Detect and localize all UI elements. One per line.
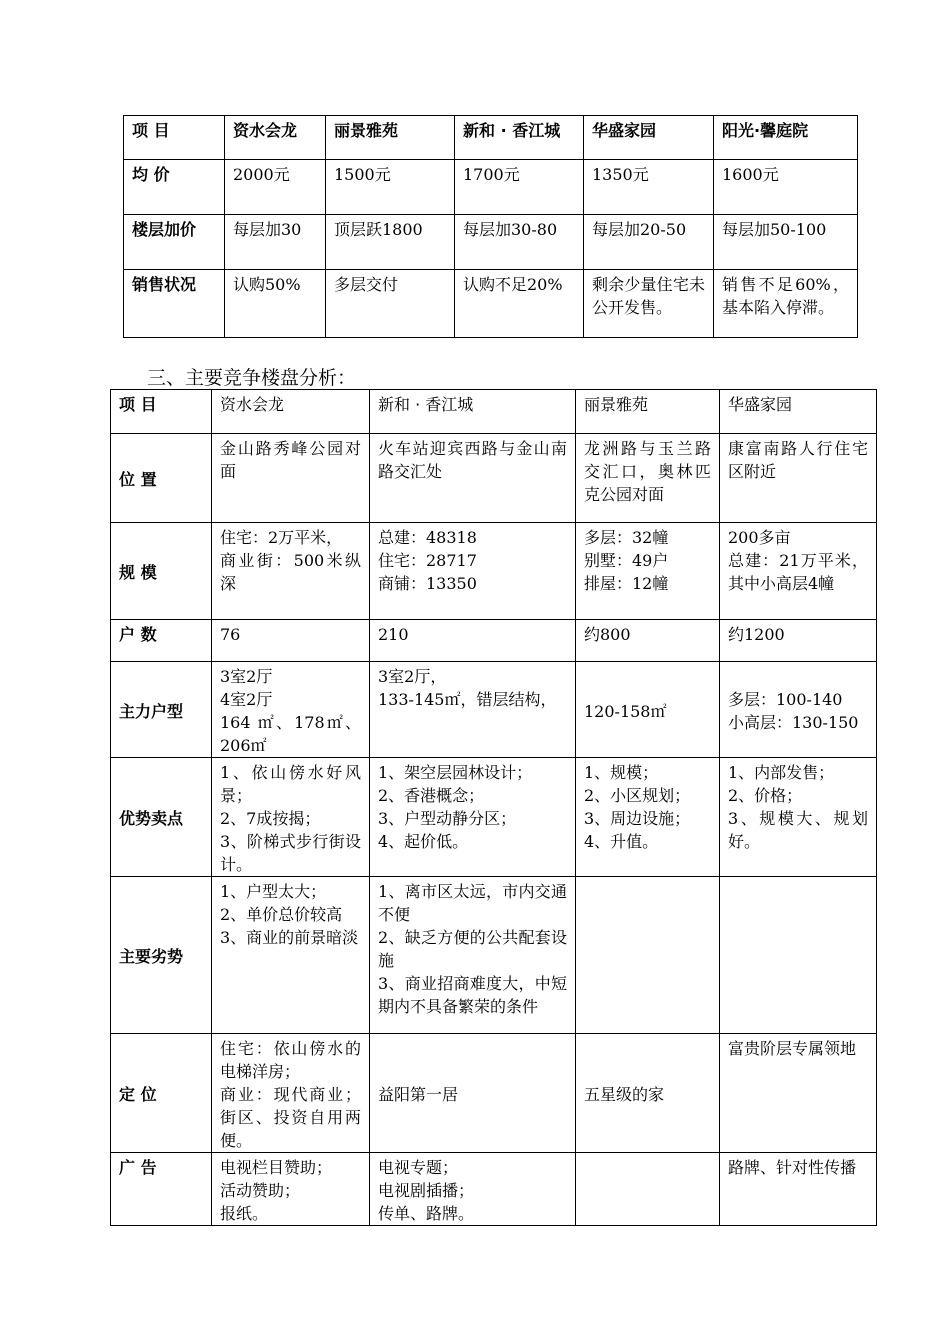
section-heading: 三、主要竞争楼盘分析： xyxy=(147,367,357,389)
table-row xyxy=(111,620,877,662)
cell-line: 1、架空层园林设计； xyxy=(378,763,533,782)
table-cell: 顶层跃1800 xyxy=(326,215,455,270)
cell-line: 2、7成按揭； xyxy=(220,809,321,828)
header-cell: 丽景雅苑 xyxy=(326,116,455,160)
table-cell: 1700元 xyxy=(455,160,584,215)
row-label: 户 数 xyxy=(111,620,212,662)
table-cell: 2000元 xyxy=(225,160,326,215)
cell-line: 1、规模； xyxy=(584,763,659,782)
table-cell xyxy=(720,758,877,877)
table-cell: 剩余少量住宅未公开发售。 xyxy=(584,270,714,338)
cell-line: 4、升值。 xyxy=(584,832,659,851)
cell-line: 1、依山傍水好风景； xyxy=(220,763,361,805)
row-label: 楼层加价 xyxy=(124,215,225,270)
table-cell xyxy=(212,758,370,877)
cell-line: 2、单价总价较高 xyxy=(220,905,343,924)
table-cell xyxy=(576,877,720,1034)
cell-line: 2、价格； xyxy=(728,786,803,805)
competitor-analysis-table xyxy=(110,389,877,1226)
header-cell: 华盛家园 xyxy=(720,390,877,434)
table-cell xyxy=(720,662,877,758)
table-cell xyxy=(576,523,720,620)
cell-line: 商业：现代商业；街区、投资自用两便。 xyxy=(220,1085,361,1150)
table-cell xyxy=(720,1153,877,1226)
table-row xyxy=(111,877,877,1034)
cell-line: 3、商业招商难度大，中短期内不具备繁荣的条件 xyxy=(378,974,567,1016)
header-cell: 资水会龙 xyxy=(212,390,370,434)
cell-line: 1、户型太大； xyxy=(220,882,327,901)
cell-line: 住宅：依山傍水的电梯洋房； xyxy=(220,1039,361,1081)
row-label: 主要劣势 xyxy=(111,877,212,1034)
header-cell: 阳光·馨庭院 xyxy=(714,116,858,160)
row-label: 主力户型 xyxy=(111,662,212,758)
table-row xyxy=(124,215,858,270)
table-cell xyxy=(212,523,370,620)
table-row xyxy=(111,1034,877,1153)
cell-line: 3室2厅， xyxy=(378,667,447,686)
header-cell: 新和 · 香江城 xyxy=(455,116,584,160)
table-cell xyxy=(720,523,877,620)
cell-line: 金山路秀峰公园对面 xyxy=(220,439,361,481)
row-label: 定 位 xyxy=(111,1034,212,1153)
header-cell: 资水会龙 xyxy=(225,116,326,160)
cell-line: 2、香港概念； xyxy=(378,786,485,805)
table-cell xyxy=(720,1034,877,1153)
cell-line: 1、内部发售； xyxy=(728,763,835,782)
table-cell xyxy=(720,877,877,1034)
cell-line: 4、起价低。 xyxy=(378,832,469,851)
cell-line: 约1200 xyxy=(728,625,785,644)
competitor-table-body xyxy=(111,390,877,1226)
cell-line: 2、小区规划； xyxy=(584,786,691,805)
row-label: 位 置 xyxy=(111,434,212,523)
table-cell xyxy=(370,877,576,1034)
cell-line: 4室2厅 xyxy=(220,690,273,709)
cell-line: 3、商业的前景暗淡 xyxy=(220,928,359,947)
price-comparison-table xyxy=(123,115,858,338)
table-row xyxy=(111,434,877,523)
cell-line: 210 xyxy=(378,625,409,644)
table-cell: 1500元 xyxy=(326,160,455,215)
table-cell: 每层加50-100 xyxy=(714,215,858,270)
cell-line: 电视剧插播； xyxy=(378,1181,475,1200)
table-cell: 多层交付 xyxy=(326,270,455,338)
table-cell xyxy=(370,758,576,877)
table-cell: 1600元 xyxy=(714,160,858,215)
table-cell xyxy=(212,620,370,662)
table-cell: 每层加30-80 xyxy=(455,215,584,270)
row-label: 优势卖点 xyxy=(111,758,212,877)
table-cell xyxy=(576,1034,720,1153)
cell-line: 1、离市区太远，市内交通不便 xyxy=(378,882,567,924)
cell-line: 住宅：28717 xyxy=(378,551,477,570)
cell-line: 3、周边设施； xyxy=(584,809,691,828)
cell-line: 电视栏目赞助； xyxy=(220,1158,333,1177)
table-row xyxy=(124,270,858,338)
cell-line: 约800 xyxy=(584,625,631,644)
table-row xyxy=(111,662,877,758)
table-cell xyxy=(370,434,576,523)
header-cell: 丽景雅苑 xyxy=(576,390,720,434)
table-cell xyxy=(576,758,720,877)
cell-line: 商业街：500米纵深 xyxy=(220,551,361,593)
row-label: 销售状况 xyxy=(124,270,225,338)
cell-line: 路牌、针对性传播 xyxy=(728,1158,857,1177)
table-cell xyxy=(212,662,370,758)
table-cell: 认购50% xyxy=(225,270,326,338)
row-label: 规 模 xyxy=(111,523,212,620)
cell-line: 排屋：12幢 xyxy=(584,574,669,593)
header-cell: 项 目 xyxy=(111,390,212,434)
cell-line: 商铺：13350 xyxy=(378,574,477,593)
table-cell xyxy=(212,1153,370,1226)
cell-line: 电视专题； xyxy=(378,1158,459,1177)
table-cell xyxy=(212,877,370,1034)
header-cell: 华盛家园 xyxy=(584,116,714,160)
table-row xyxy=(111,758,877,877)
cell-line: 164 ㎡、178㎡、206㎡ xyxy=(220,713,361,755)
table-cell xyxy=(370,523,576,620)
table-cell xyxy=(370,620,576,662)
table-row xyxy=(111,1153,877,1226)
cell-line: 3、规模大、规划好。 xyxy=(728,809,868,851)
table-cell xyxy=(370,1153,576,1226)
cell-line: 活动赞助； xyxy=(220,1181,301,1200)
cell-line: 五星级的家 xyxy=(584,1085,665,1104)
cell-line: 别墅：49户 xyxy=(584,551,669,570)
table-cell xyxy=(720,434,877,523)
table-row xyxy=(124,160,858,215)
cell-line: 2、缺乏方便的公共配套设施 xyxy=(378,928,567,970)
cell-line: 133-145㎡，错层结构， xyxy=(378,690,557,709)
cell-line: 小高层：130-150 xyxy=(728,713,859,732)
header-cell: 新和 · 香江城 xyxy=(370,390,576,434)
cell-line: 3室2厅 xyxy=(220,667,273,686)
cell-line: 总建：48318 xyxy=(378,528,477,547)
table-cell xyxy=(370,662,576,758)
table-cell xyxy=(576,434,720,523)
cell-line: 多层：100-140 xyxy=(728,690,843,709)
cell-line: 76 xyxy=(220,625,241,644)
cell-line: 3、户型动静分区； xyxy=(378,809,517,828)
table-cell xyxy=(720,620,877,662)
row-label: 均 价 xyxy=(124,160,225,215)
table-cell xyxy=(212,434,370,523)
table-cell xyxy=(576,1153,720,1226)
cell-line: 多层：32幢 xyxy=(584,528,669,547)
table-header-row xyxy=(111,390,877,434)
table-cell: 每层加30 xyxy=(225,215,326,270)
cell-line: 报纸。 xyxy=(220,1204,269,1223)
cell-line: 传单、路牌。 xyxy=(378,1204,475,1223)
cell-line: 富贵阶层专属领地 xyxy=(728,1039,857,1058)
table-cell xyxy=(576,662,720,758)
header-cell: 项 目 xyxy=(124,116,225,160)
cell-line: 200多亩 xyxy=(728,528,791,547)
table-cell: 销售不足60%，基本陷入停滞。 xyxy=(714,270,858,338)
table-cell: 每层加20-50 xyxy=(584,215,714,270)
table-cell xyxy=(212,1034,370,1153)
cell-line: 康富南路人行住宅区附近 xyxy=(728,439,868,481)
table-cell: 1350元 xyxy=(584,160,714,215)
table-cell xyxy=(370,1034,576,1153)
table-cell xyxy=(576,620,720,662)
table-cell: 认购不足20% xyxy=(455,270,584,338)
cell-line: 3、阶梯式步行街设计。 xyxy=(220,832,361,874)
table-header-row xyxy=(124,116,858,160)
row-label: 广 告 xyxy=(111,1153,212,1226)
cell-line: 龙洲路与玉兰路交汇口，奥林匹克公园对面 xyxy=(584,439,711,504)
cell-line: 120-158㎡ xyxy=(584,701,667,721)
cell-line: 总建：21万平米，其中小高层4幢 xyxy=(728,551,868,593)
table-row xyxy=(111,523,877,620)
cell-line: 火车站迎宾西路与金山南路交汇处 xyxy=(378,439,567,481)
cell-line: 益阳第一居 xyxy=(378,1085,459,1104)
cell-line: 住宅：2万平米， xyxy=(220,528,343,547)
